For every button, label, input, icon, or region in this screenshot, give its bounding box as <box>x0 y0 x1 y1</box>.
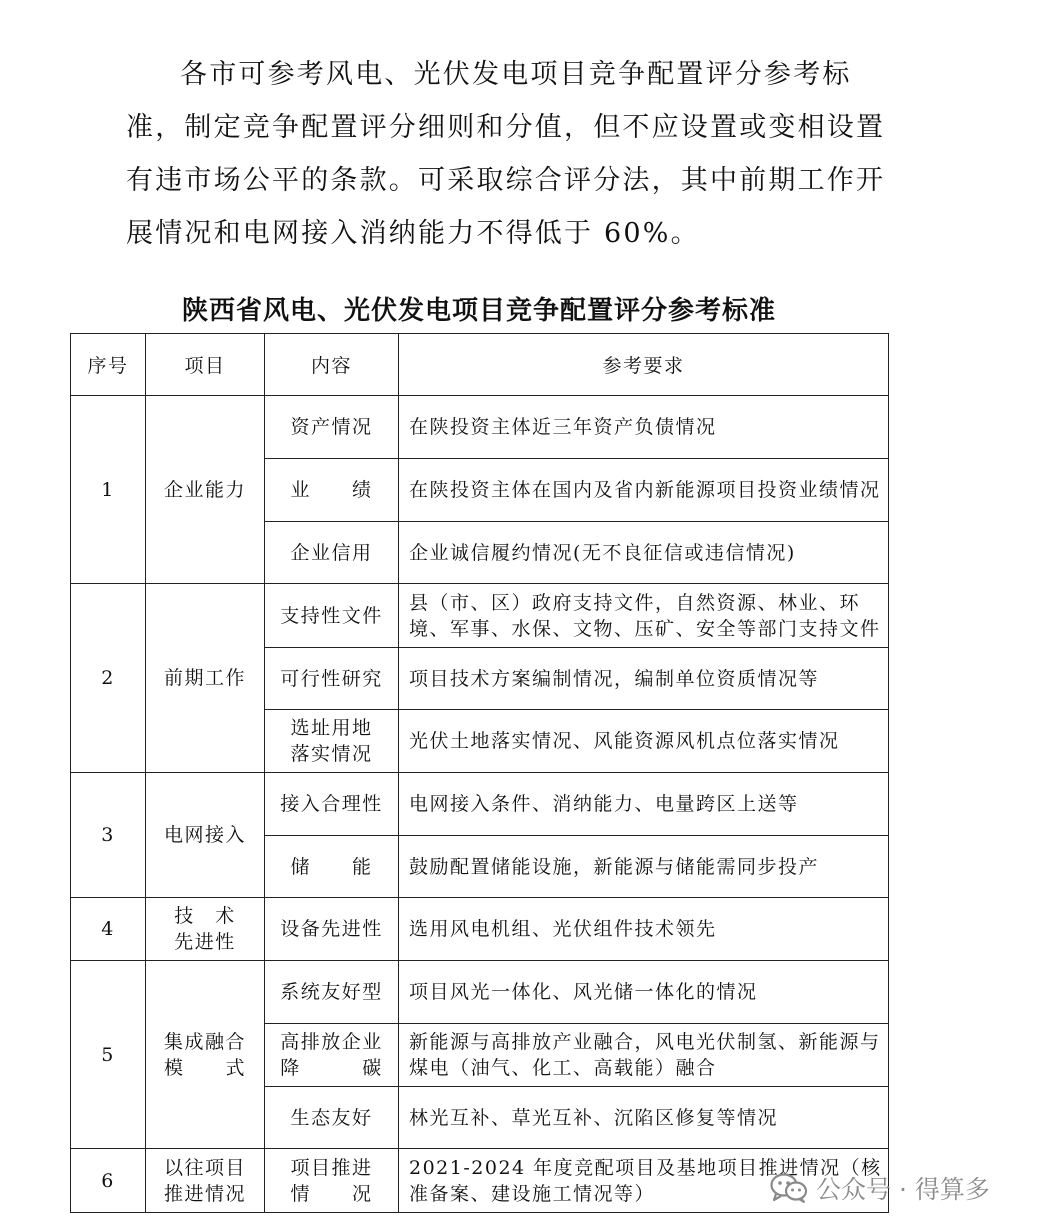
content-cell: 可行性研究 <box>265 648 399 710</box>
item-name: 集成融合 模 式 <box>146 961 265 1149</box>
requirement-cell: 项目风光一体化、风光储一体化的情况 <box>399 961 889 1024</box>
content-cell: 系统友好型 <box>265 961 399 1024</box>
requirement-cell: 选用风电机组、光伏组件技术领先 <box>399 898 889 961</box>
watermark-text: 公众号 · 得算多 <box>816 1175 990 1204</box>
table-row <box>71 961 889 1024</box>
table-title: 陕西省风电、光伏发电项目竞争配置评分参考标准 <box>181 296 776 326</box>
requirement-cell: 2021-2024 年度竞配项目及基地项目推进情况（核准备案、建设施工情况等） <box>399 1149 889 1213</box>
item-name: 电网接入 <box>146 773 265 898</box>
row-number: 2 <box>71 584 146 773</box>
content-cell: 业 绩 <box>265 459 399 522</box>
item-name: 前期工作 <box>146 584 265 773</box>
requirement-cell: 在陕投资主体在国内及省内新能源项目投资业绩情况 <box>399 459 889 522</box>
content-cell: 资产情况 <box>265 396 399 459</box>
table-header-row <box>71 334 889 396</box>
content-cell: 企业信用 <box>265 522 399 584</box>
requirement-cell: 电网接入条件、消纳能力、电量跨区上送等 <box>399 773 889 836</box>
table-row <box>71 773 889 836</box>
wechat-icon <box>770 1172 808 1204</box>
content-cell: 高排放企业 降 碳 <box>265 1024 399 1087</box>
header-cell: 项目 <box>146 334 265 396</box>
header-cell: 内容 <box>265 334 399 396</box>
scoring-table <box>70 333 889 1213</box>
content-cell: 支持性文件 <box>265 584 399 648</box>
content-cell: 生态友好 <box>265 1087 399 1149</box>
header-cell: 序号 <box>71 334 146 396</box>
row-number: 3 <box>71 773 146 898</box>
requirement-cell: 光伏土地落实情况、风能资源风机点位落实情况 <box>399 710 889 773</box>
table-row <box>71 584 889 648</box>
row-number: 4 <box>71 898 146 961</box>
row-number: 1 <box>71 396 146 584</box>
requirement-cell: 在陕投资主体近三年资产负债情况 <box>399 396 889 459</box>
content-cell: 选址用地 落实情况 <box>265 710 399 773</box>
intro-line: 准，制定竞争配置评分细则和分值，但不应设置或变相设置 <box>126 112 886 143</box>
table-row <box>71 1149 889 1213</box>
content-cell: 储 能 <box>265 836 399 898</box>
header-cell: 参考要求 <box>399 334 889 396</box>
requirement-cell: 新能源与高排放产业融合，风电光伏制氢、新能源与煤电（油气、化工、高载能）融合 <box>399 1024 889 1087</box>
row-number: 5 <box>71 961 146 1149</box>
row-number: 6 <box>71 1149 146 1213</box>
table-row <box>71 396 889 459</box>
item-name: 技 术 先进性 <box>146 898 265 961</box>
content-cell: 设备先进性 <box>265 898 399 961</box>
intro-paragraph <box>126 48 886 260</box>
requirement-cell: 林光互补、草光互补、沉陷区修复等情况 <box>399 1087 889 1149</box>
content-cell: 接入合理性 <box>265 773 399 836</box>
item-name: 企业能力 <box>146 396 265 584</box>
requirement-cell: 项目技术方案编制情况，编制单位资质情况等 <box>399 648 889 710</box>
intro-line: 各市可参考风电、光伏发电项目竞争配置评分参考标 <box>180 59 852 90</box>
requirement-cell: 鼓励配置储能设施，新能源与储能需同步投产 <box>399 836 889 898</box>
item-name: 以往项目 推进情况 <box>146 1149 265 1213</box>
table-row <box>71 898 889 961</box>
content-cell: 项目推进 情 况 <box>265 1149 399 1213</box>
intro-line: 展情况和电网接入消纳能力不得低于 60%。 <box>126 218 700 249</box>
intro-line: 有违市场公平的条款。可采取综合评分法，其中前期工作开 <box>126 165 886 196</box>
requirement-cell: 县（市、区）政府支持文件，自然资源、林业、环境、军事、水保、文物、压矿、安全等部门支持文件 <box>399 584 889 648</box>
watermark <box>770 1170 990 1206</box>
requirement-cell: 企业诚信履约情况(无不良征信或违信情况) <box>399 522 889 584</box>
